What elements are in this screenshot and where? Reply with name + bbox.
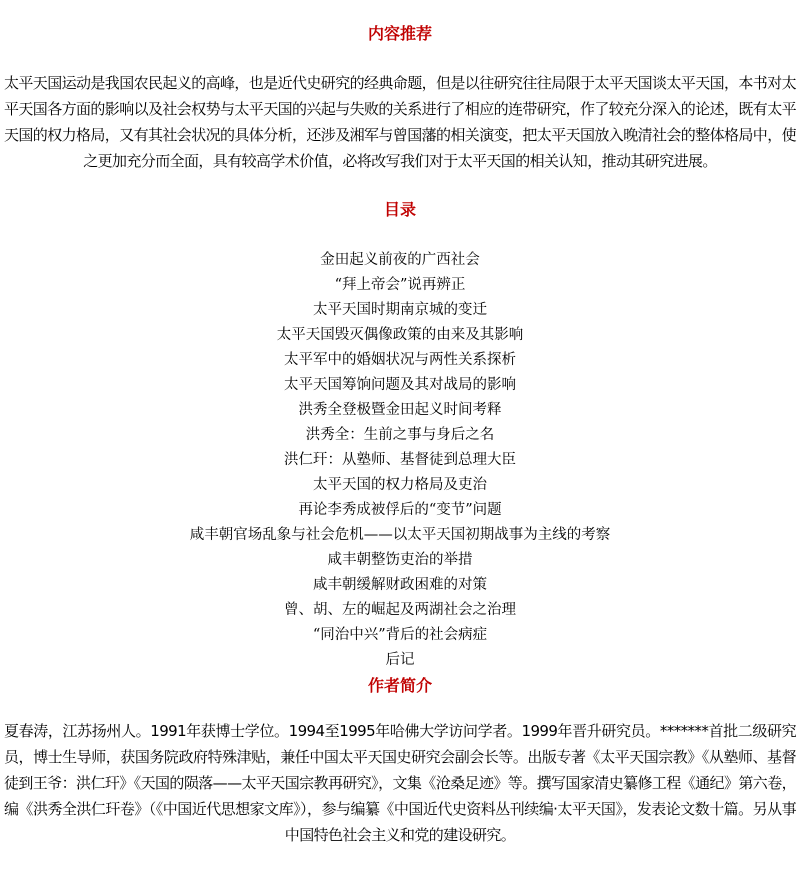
toc-item: 洪秀全：生前之事与身后之名 xyxy=(305,427,495,443)
toc-list xyxy=(0,248,800,673)
recommendation-heading: 内容推荐 xyxy=(367,24,432,43)
toc-item: “同治中兴”背后的社会病症 xyxy=(312,627,488,643)
toc-item: 洪仁玕：从塾师、基督徒到总理大臣 xyxy=(284,452,516,468)
toc-item: 金田起义前夜的广西社会 xyxy=(320,252,480,268)
toc-heading: 目录 xyxy=(383,200,416,219)
toc-item: 洪秀全登极暨金田起义时间考释 xyxy=(298,402,502,418)
recommendation-text: 太平天国运动是我国农民起义的高峰，也是近代史研究的经典命题，但是以往研究往往局限于太平天国谈太平天国，本书对太平天国各方面的影响以及社会权势与太平天国的兴起与失败的关系进行了相应的连带研究，作了较充分深入的论述，既有太平天国的权力格局，又有其社会状况的具体分析，还涉及湘军与曾国藩的相关演变，把太平天国放入晚清社会的整体格局中，使之更加充分而全面，具有较高学术价值，必将改写我们对于太平天国的相关认知，推动其研究进展。 xyxy=(4,74,797,170)
toc-item: 再论李秀成被俘后的“变节”问题 xyxy=(298,502,502,518)
toc-item: 咸丰朝缓解财政困难的对策 xyxy=(313,577,487,593)
toc-item: 太平天国筹饷问题及其对战局的影响 xyxy=(284,377,516,393)
author-bio-text: 夏春涛，江苏扬州人。1991年获博士学位。1994至1995年哈佛大学访问学者。1999年晋升研究员。*******首批二级研究员，博士生导师，获国务院政府特殊津贴，兼任中国太平天国史研究会副会长等。出版专著《太平天国宗教》《从塾师、基督徒到王爷：洪仁玕》《天国的陨落——太平天国宗教再研究》，文集《沧桑足迹》等。撰写国家清史纂修工程《通纪》第六卷，编《洪秀全洪仁玕卷》（《中国近代思想家文库》），参与编纂《中国近代史资料丛刊续编·太平天国》，发表论文数十篇。另从事中国特色社会主义和党的建设研究。 xyxy=(4,722,796,844)
toc-item: “拜上帝会”说再辨正 xyxy=(334,277,466,293)
toc-item: 太平天国的权力格局及吏治 xyxy=(313,477,487,493)
toc-item: 咸丰朝整饬吏治的举措 xyxy=(327,552,473,568)
toc-item: 太平天国毁灭偶像政策的由来及其影响 xyxy=(276,327,524,343)
toc-item: 咸丰朝官场乱象与社会危机——以太平天国初期战事为主线的考察 xyxy=(189,527,611,543)
toc-item: 太平天国时期南京城的变迁 xyxy=(313,302,487,318)
author-heading: 作者简介 xyxy=(367,676,432,695)
toc-item: 曾、胡、左的崛起及两湖社会之治理 xyxy=(284,602,516,618)
toc-item: 后记 xyxy=(385,652,415,668)
toc-item: 太平军中的婚姻状况与两性关系探析 xyxy=(284,352,516,368)
